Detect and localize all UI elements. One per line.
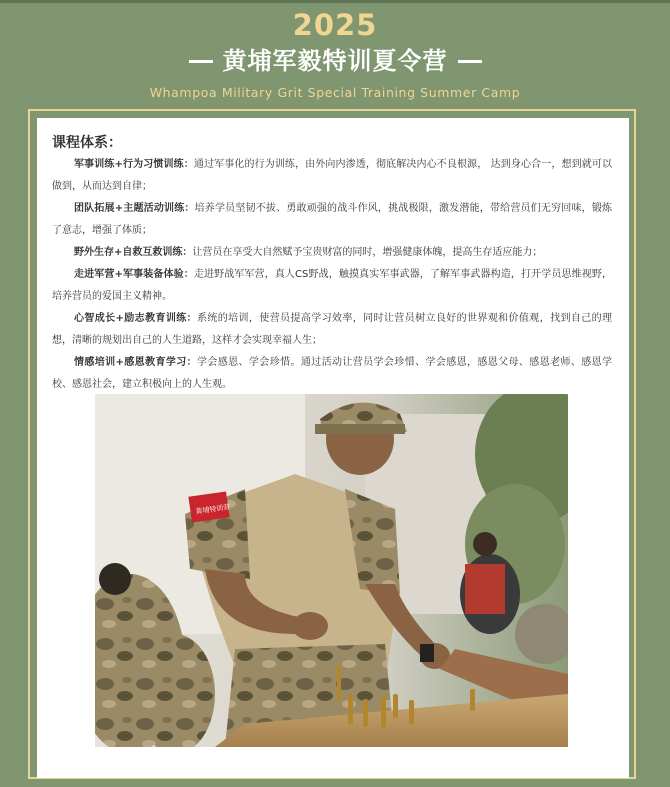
- course-item-survival: [52, 242, 612, 264]
- course-item-growth: [52, 308, 612, 352]
- course-item-team: [52, 198, 612, 242]
- course-item-text: 让营员在享受大自然赋予宝贵财富的同时，增强健康体魄，提高生存适应能力；: [192, 247, 543, 258]
- training-photo-illustration: [95, 394, 568, 747]
- course-item-text: 学会感恩、学会珍惜。通过活动让营员学会珍惜、学会感恩，感恩父母、感恩老师、感恩学校、感恩社会，建立积极向上的人生观。: [52, 357, 612, 390]
- english-subtitle: Whampoa Military Grit Special Training Summer Camp: [149, 85, 521, 100]
- course-item-heading: 军事训练+行为习惯训练：: [74, 159, 194, 170]
- course-item-text: 通过军事化的行为训练，由外向内渗透，彻底解决内心不良根源， 达到身心合一，想到就可以做到，从而达到自律；: [52, 159, 612, 192]
- content-panel: [37, 118, 629, 778]
- course-item-text: 走进野战军军营，真人CS野战，触摸真实军事武器，了解军事武器构造，打开学员思维视野，培养营员的爱国主义精神。: [52, 269, 612, 302]
- course-item-heading: 心智成长+励志教育训练：: [74, 313, 197, 324]
- page-header: [0, 8, 670, 101]
- course-item-heading: 情感培训+感恩教育学习：: [74, 357, 197, 368]
- page-title: 黄埔军毅特训夏令营: [222, 47, 448, 75]
- course-item-heading: 团队拓展+主题活动训练：: [74, 203, 195, 214]
- course-item-heading: 野外生存+自救互救训练：: [74, 247, 193, 258]
- course-item-text: 培养学员坚韧不拔、勇敢顽强的战斗作风，挑战极限，激发潜能，带给营员们无穷回味，锻炼了意志，增强了体质；: [52, 203, 613, 236]
- course-item-heading: 走进军营+军事装备体验：: [74, 269, 194, 280]
- armband-label: 黄埔特训营: [194, 503, 231, 516]
- section-title: 课程体系：: [52, 135, 122, 151]
- course-list: [52, 154, 612, 396]
- title-row: [0, 44, 670, 78]
- top-divider: [0, 0, 670, 3]
- title-dash-left: [189, 60, 213, 63]
- course-item-gratitude: [52, 352, 612, 396]
- title-dash-right: [458, 60, 482, 63]
- course-item-text: 系统的培训，使营员提高学习效率，同时让营员树立良好的世界观和价值观，找到自己的理想，清晰的规划出自己的人生道路，这样才会实现幸福人生；: [52, 313, 612, 346]
- course-item-barracks: [52, 264, 612, 308]
- course-item-military: [52, 154, 612, 198]
- year-heading: 2025: [292, 8, 378, 42]
- training-photo: [95, 394, 568, 747]
